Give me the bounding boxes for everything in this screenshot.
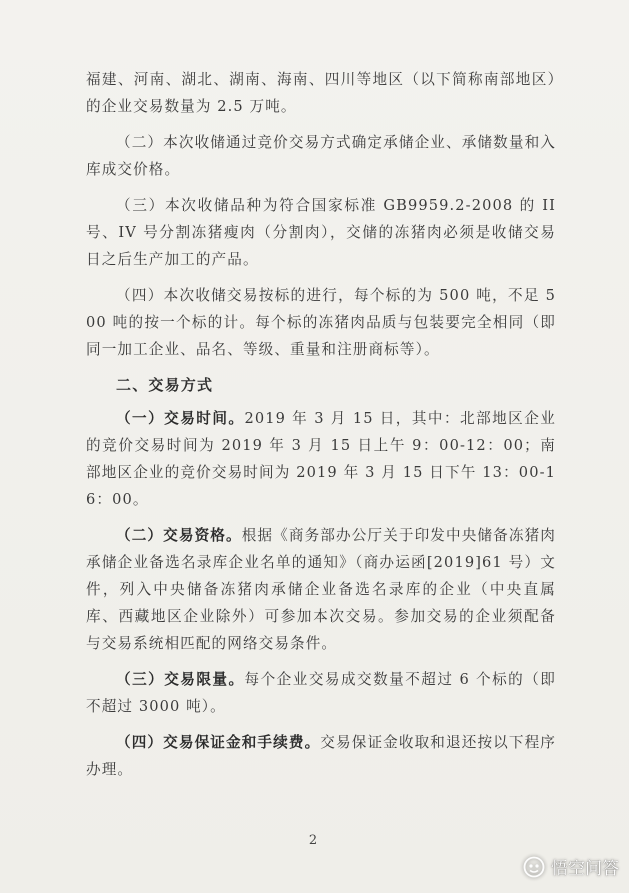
paragraph-deposit-fee (86, 729, 556, 783)
section-heading-trading-method: 二、交易方式 (116, 376, 214, 394)
lead-trading-qualification: （二）交易资格。 (116, 527, 242, 544)
page-number: 2 (308, 833, 318, 848)
watermark (523, 854, 619, 879)
lead-deposit-fee: （四）交易保证金和手续费。 (116, 734, 321, 751)
text-trading-time: 2019 年 3 月 15 日，其中：北部地区企业的竞价交易时间为 2019 年 3 月 15 日上午 9：00-12：00；南部地区企业的竞价交易时间为 2019 年 3 月 15 日下午 13：00-16：00。 (86, 410, 556, 508)
paragraph-item-2: （二）本次收储通过竞价交易方式确定承储企业、承储数量和入库成交价格。 (86, 134, 556, 178)
text-deposit-fee: 交易保证金收取和退还按以下程序办理。 (86, 734, 556, 778)
paragraph-item-4: （四）本次收储交易按标的进行，每个标的为 500 吨，不足 500 吨的按一个标的计。每个标的冻猪肉品质与包装要完全相同（即同一加工企业、品名、等级、重量和注册商标等）。 (86, 287, 556, 358)
paragraph-south-region: 福建、河南、湖北、湖南、海南、四川等地区（以下简称南部地区）的企业交易数量为 2.5 万吨。 (86, 71, 556, 115)
wukong-logo-icon (523, 856, 545, 878)
text-trading-limit: 每个企业交易成交数量不超过 6 个标的（即不超过 3000 吨）。 (86, 671, 556, 715)
paragraph-trading-qualification (86, 522, 556, 657)
lead-trading-time: （一）交易时间。 (116, 410, 245, 427)
paragraph-trading-time (86, 405, 556, 513)
paragraph-item-3: （三）本次收储品种为符合国家标准 GB9959.2-2008 的 II 号、IV 号分割冻猪瘦肉（分割肉），交储的冻猪肉必须是收储交易日之后生产加工的产品。 (86, 197, 556, 268)
paragraph-trading-limit (86, 666, 556, 720)
lead-trading-limit: （三）交易限量。 (116, 671, 245, 688)
document-body (86, 66, 556, 792)
text-trading-qualification: 根据《商务部办公厅关于印发中央储备冻猪肉承储企业备选名录库企业名单的通知》（商办运函[2019]61 号）文件，列入中央储备冻猪肉承储企业备选名录库的企业（中央直属库、西藏地区企业除外）可参加本次交易。参加交易的企业须配备与交易系统相匹配的网络交易条件。 (86, 527, 556, 652)
watermark-text: 悟空问答 (551, 859, 619, 879)
